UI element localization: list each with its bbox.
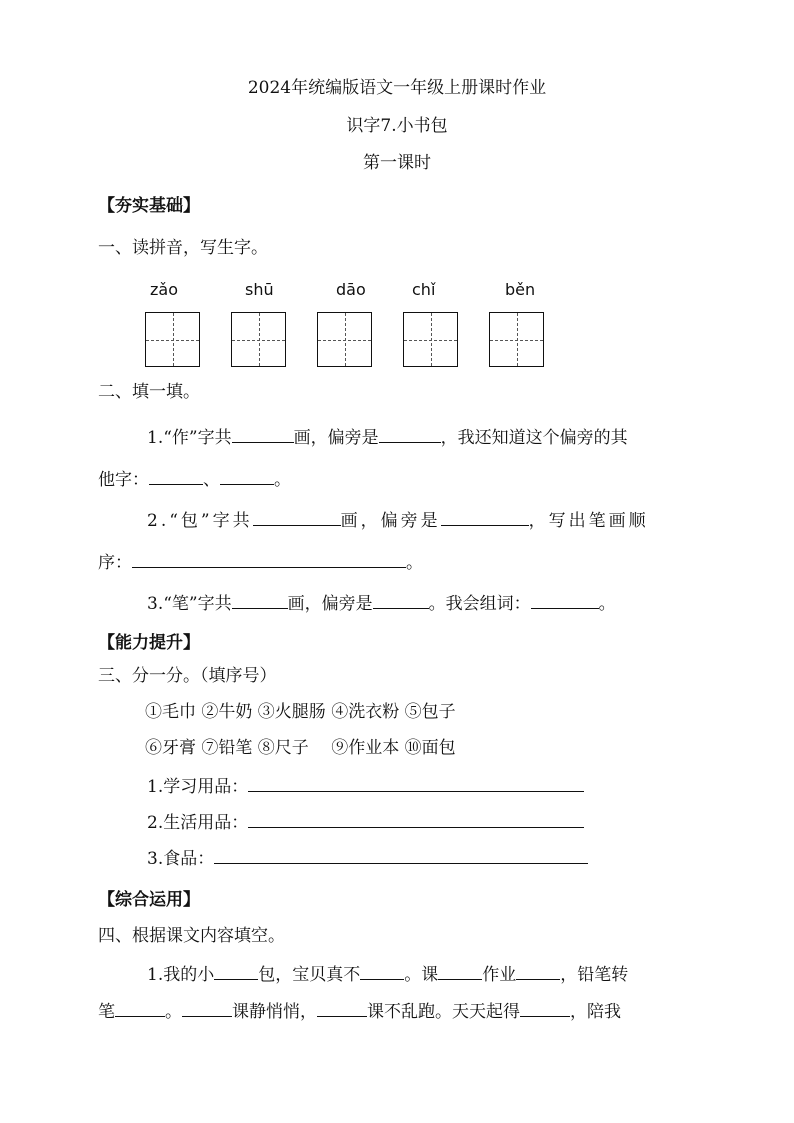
answer-blank[interactable] xyxy=(373,594,429,609)
pinyin-label: chǐ xyxy=(412,280,436,299)
options-line-2: ⑥牙膏 ⑦铅笔 ⑧尺子 ⑨作业本 ⑩面包 xyxy=(145,738,456,758)
category-study-supplies: 1.学习用品： xyxy=(147,777,584,796)
answer-blank[interactable] xyxy=(520,1002,570,1017)
question-4-heading: 四、根据课文内容填空。 xyxy=(98,926,285,946)
answer-blank[interactable] xyxy=(248,813,584,828)
answer-blank[interactable] xyxy=(317,1002,367,1017)
category-daily-supplies: 2.生活用品： xyxy=(147,813,584,832)
answer-blank[interactable] xyxy=(232,428,294,443)
answer-blank[interactable] xyxy=(149,470,203,485)
worksheet-title: 2024年统编版语文一年级上册课时作业 xyxy=(247,78,547,98)
question-2-item-1-line-2: 他字： 、 。 xyxy=(98,470,291,490)
section-heading-basics: 【夯实基础】 xyxy=(98,196,200,216)
answer-blank[interactable] xyxy=(253,511,341,526)
question-1-heading: 一、读拼音，写生字。 xyxy=(98,238,268,258)
answer-blank[interactable] xyxy=(516,965,560,980)
question-3-heading: 三、分一分。（填序号） xyxy=(98,666,277,686)
options-line-1: ①毛巾 ②牛奶 ③火腿肠 ④洗衣粉 ⑤包子 xyxy=(145,702,456,722)
writing-grid-box[interactable] xyxy=(145,312,200,367)
section-heading-application: 【综合运用】 xyxy=(98,890,200,910)
pinyin-label: zǎo xyxy=(150,280,178,299)
answer-blank[interactable] xyxy=(182,1002,232,1017)
answer-blank[interactable] xyxy=(214,849,588,864)
answer-blank[interactable] xyxy=(438,965,482,980)
answer-blank[interactable] xyxy=(232,594,288,609)
answer-blank[interactable] xyxy=(441,511,529,526)
question-2-item-2-line-2: 序： 。 xyxy=(98,553,423,573)
answer-blank[interactable] xyxy=(220,470,274,485)
answer-blank[interactable] xyxy=(115,1002,165,1017)
answer-blank[interactable] xyxy=(360,965,404,980)
question-2-item-2-line-1: 2.“包”字共 画，偏旁是 ，写出笔画顺 xyxy=(147,511,649,531)
lesson-period: 第一课时 xyxy=(363,153,431,173)
answer-blank[interactable] xyxy=(214,965,258,980)
answer-blank[interactable] xyxy=(248,777,584,792)
answer-blank[interactable] xyxy=(132,553,406,568)
writing-grid-box[interactable] xyxy=(489,312,544,367)
answer-blank[interactable] xyxy=(531,594,599,609)
category-food: 3.食品： xyxy=(147,849,588,868)
question-2-heading: 二、填一填。 xyxy=(98,382,200,402)
pinyin-label: shū xyxy=(245,280,274,299)
pinyin-label: běn xyxy=(505,280,536,299)
answer-blank[interactable] xyxy=(379,428,441,443)
question-2-item-3: 3.“笔”字共 画，偏旁是 。我会组词： 。 xyxy=(147,594,616,614)
pinyin-label: dāo xyxy=(336,280,366,299)
section-heading-ability: 【能力提升】 xyxy=(98,633,200,653)
lesson-subtitle: 识字7.小书包 xyxy=(346,116,448,136)
question-2-item-1-line-1: 1.“作”字共 画，偏旁是 ，我还知道这个偏旁的其 xyxy=(147,428,628,448)
writing-grid-box[interactable] xyxy=(317,312,372,367)
writing-grid-box[interactable] xyxy=(403,312,458,367)
writing-grid-box[interactable] xyxy=(231,312,286,367)
question-4-line-1: 1.我的小 包，宝贝真不 。课 作业 ，铅笔转 xyxy=(147,965,629,985)
question-4-line-2: 笔 。 课静悄悄， 课不乱跑。天天起得 ，陪我 xyxy=(98,1002,621,1022)
